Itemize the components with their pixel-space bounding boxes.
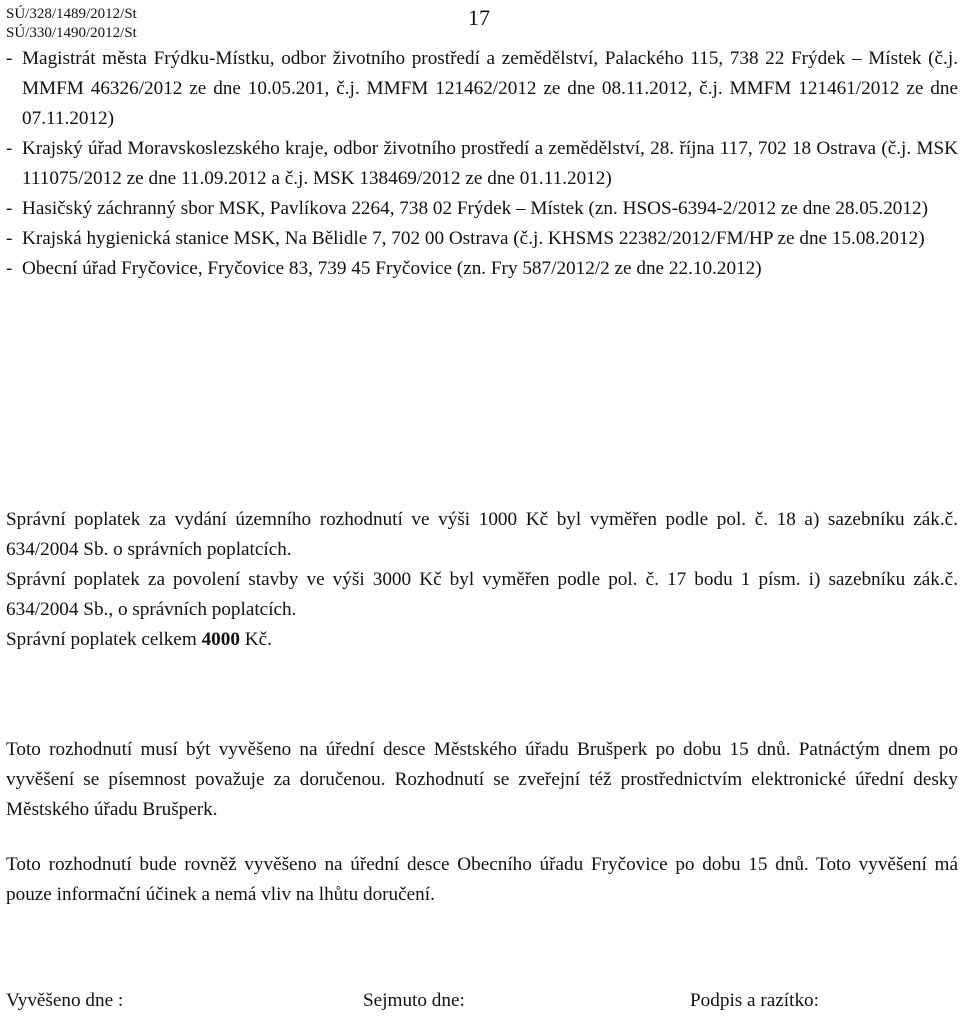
recipients-list bbox=[6, 44, 958, 284]
file-reference-1: SÚ/328/1489/2012/St bbox=[6, 6, 137, 22]
fee-total-suffix: Kč. bbox=[239, 629, 272, 650]
file-reference-2: SÚ/330/1490/2012/St bbox=[6, 25, 137, 41]
notice-paragraph-2: Toto rozhodnutí bude rovněž vyvěšeno na úřední desce Obecního úřadu Fryčovice po dobu 15 dnů. Toto vyvěšení má pouze informační účinek a nemá vliv na lhůtu doručení. bbox=[6, 854, 958, 905]
fee-total-amount: 4000 bbox=[201, 629, 240, 650]
fee-total-prefix: Správní poplatek celkem bbox=[6, 629, 202, 650]
list-item: - Hasičský záchranný sbor MSK, Pavlíkova 2264, 738 02 Frýdek – Místek (zn. HSOS-6394-2/2012 ze dne 28.05.2012) bbox=[6, 198, 928, 219]
removed-date-label: Sejmuto dne: bbox=[363, 990, 465, 1011]
notice-paragraph-1: Toto rozhodnutí musí být vyvěšeno na úřední desce Městského úřadu Brušperk po dobu 15 dnů. Patnáctým dnem po vyvěšení se písemnost považuje za doručenou. Rozhodnutí se zveřejní též prostřednictvím elektronické úřední desky Městského úřadu Brušperk. bbox=[6, 739, 958, 820]
list-item: - Krajský úřad Moravskoslezského kraje, odbor životního prostředí a zemědělství, 28. října 117, 702 18 Ostrava (č.j. MSK 111075/2012 ze dne 11.09.2012 a č.j. MSK 138469/2012 ze dne 01.11.2012) bbox=[6, 138, 958, 189]
fee-paragraph-1: Správní poplatek za vydání územního rozhodnutí ve výši 1000 Kč byl vyměřen podle pol. č. 18 a) sazebníku zák.č. 634/2004 Sb. o správních poplatcích. bbox=[6, 509, 958, 560]
recipient-text: Krajský úřad Moravskoslezského kraje, odbor životního prostředí a zemědělství, 28. října 117, 702 18 Ostrava (č.j. MSK 111075/2012 ze dne 11.09.2012 a č.j. MSK 138469/2012 ze dne 01.11.2012) bbox=[22, 138, 958, 189]
fee-total bbox=[6, 625, 958, 655]
fees-section bbox=[6, 505, 958, 655]
list-item: - Krajská hygienická stanice MSK, Na Bělidle 7, 702 00 Ostrava (č.j. KHSMS 22382/2012/FM/HP ze dne 15.08.2012) bbox=[6, 228, 925, 249]
page-number: 17 bbox=[468, 5, 490, 30]
posted-date-label: Vyvěšeno dne : bbox=[6, 990, 124, 1011]
recipient-text: Krajská hygienická stanice MSK, Na Bělidle 7, 702 00 Ostrava (č.j. KHSMS 22382/2012/FM/HP ze dne 15.08.2012) bbox=[22, 228, 925, 249]
recipient-text: Magistrát města Frýdku-Místku, odbor životního prostředí a zemědělství, Palackého 115, 738 22 Frýdek – Místek (č.j. MMFM 46326/2012 ze dne 10.05.201, č.j. MMFM 121462/2012 ze dne 08.11.2012, č.j. MMFM 121461/2012 ze dne 07.11.2012) bbox=[22, 48, 958, 129]
recipient-text: Hasičský záchranný sbor MSK, Pavlíkova 2264, 738 02 Frýdek – Místek (zn. HSOS-6394-2/2012 ze dne 28.05.2012) bbox=[22, 198, 928, 219]
recipient-text: Obecní úřad Fryčovice, Fryčovice 83, 739 45 Fryčovice (zn. Fry 587/2012/2 ze dne 22.10.2012) bbox=[22, 258, 762, 279]
list-item: - Obecní úřad Fryčovice, Fryčovice 83, 739 45 Fryčovice (zn. Fry 587/2012/2 ze dne 22.10.2012) bbox=[6, 258, 762, 279]
fee-paragraph-2: Správní poplatek za povolení stavby ve výši 3000 Kč byl vyměřen podle pol. č. 17 bodu 1 písm. i) sazebníku zák.č. 634/2004 Sb., o správních poplatcích. bbox=[6, 569, 958, 620]
list-item: - Magistrát města Frýdku-Místku, odbor životního prostředí a zemědělství, Palackého 115, 738 22 Frýdek – Místek (č.j. MMFM 46326/2012 ze dne 10.05.201, č.j. MMFM 121462/2012 ze dne 08.11.2012, č.j. MMFM 121461/2012 ze dne 07.11.2012) bbox=[6, 48, 958, 129]
signature-label: Podpis a razítko: bbox=[690, 990, 819, 1011]
